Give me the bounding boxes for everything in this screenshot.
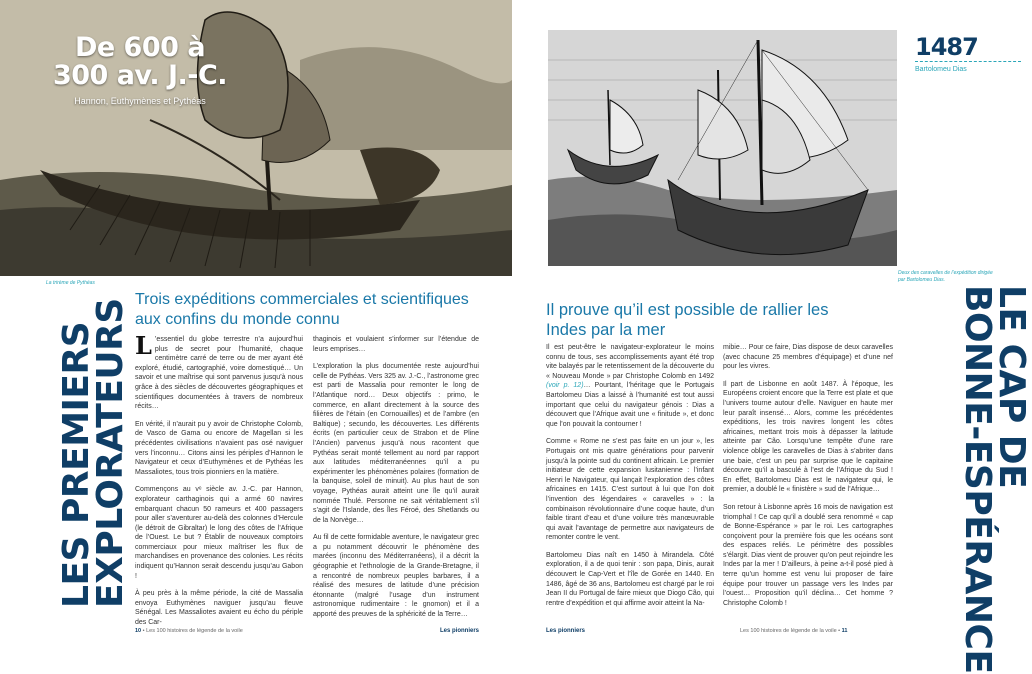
explorer-name: Bartolomeu Dias — [915, 66, 967, 73]
vertical-title — [56, 298, 131, 608]
date-title-line-2: 300 av. J.-C. — [52, 60, 228, 91]
year-divider — [915, 61, 1021, 62]
section-title: Trois expéditions commerciales et scientifiques aux confins du monde connu — [135, 291, 469, 328]
date-title — [40, 34, 240, 90]
paragraph — [546, 343, 714, 429]
paragraph-text: … Pourtant, l’héritage que le Portugais Bartolomeu Dias a laissé à l’humanité est tout aussi important que celui du navigateur génois : Dias a découvert que l’Afrique avait une « finitude », et donc que l’on pouvait la contourner ! — [546, 382, 714, 428]
text-column-3 — [546, 343, 714, 616]
paragraph: À peu près à la même période, la cité de Massalia envoya Euthymènes naviguer jusqu’au fleuve Sénégal. Les Massaliotes avaient eu écho du périple des Car- — [135, 590, 303, 627]
footer-section-label: Les pionniers — [440, 628, 480, 634]
caravels-engraving — [548, 30, 897, 266]
paragraph: Commençons au vᵉ siècle av. J.-C. par Hannon, explorateur carthaginois qui a armé 60 navires embarquant chacun 50 rameurs et 400 passagers pour aller s’aventurer au-delà des colonnes d’Hercule (le détroit de Gibraltar) le long des côtes de l’Afrique de l’Ouest. Le but ? Établir de nouveaux comptoirs commerciaux pour mieux maîtriser les flux de marchandises en provenance des colonies. Les récits indiquent qu’Hannon serait descendu jusqu’au Gabon ! — [135, 486, 303, 580]
vertical-title-line-2: BONNE-ESPÉRANCE — [957, 285, 998, 674]
trireme-illustration — [0, 0, 512, 276]
photo-caption: La trirème de Pythéas — [46, 280, 95, 286]
year-heading: 1487 — [915, 33, 978, 61]
paragraph-text: Il est peut-être le navigateur-explorateur le moins connu de tous, ses accomplissements ayant été trop vite balayés par le retentissement de la découverte du « Nouveau Monde » par Christophe Colomb en 1492 — [546, 344, 714, 380]
paragraph: En vérité, il n’aurait pu y avoir de Christophe Colomb, de Vasco de Gama ou encore de Magellan si les précédentes civilisations n’avaient pas osé naviguer vers l’inconnu… Citons ainsi les périples d’Hannon le Navigateur et ceux d’Euthymènes et de Pythéas les Massaliotes, tous trois pionniers en la matière. — [135, 420, 303, 476]
footer-title: Les 100 histoires de légende de la voile — [146, 628, 243, 634]
paragraph: Au fil de cette formidable aventure, le navigateur grec a pu notamment découvrir le phénomène des marées (inconnu des Méditerranéens), il a décrit la géographie et l’ethnologie de la Grande-Bretagne, il a rencontré de nombreux peuples barbares, il a réalisé des mesures de latitude d’une précision étonnante (malgré l’usage d’un instrument astronomique rudimentaire : le gnomon) et il a apporté des preuves de la sphéricité de la Terre… — [313, 534, 479, 619]
paragraph-text: ’essentiel du globe terrestre n’a aujourd’hui plus de secret pour l’humanité, chaque centimètre carré de terre ou de mer ayant été exploré, étudié, cartographié, voire domestiqué… Un savoir et une maîtrise qui sont parvenus jusqu’à nous grâce à des siècles de découvertes géographiques et scientifiques documentées à travers de nombreux récits… — [135, 336, 303, 411]
paragraph: thaginois et voulaient s’informer sur l’étendue de leurs emprises… — [313, 336, 479, 353]
paragraph: Bartolomeu Dias naît en 1450 à Mirandela. Côté exploration, il a de quoi tenir : son papa, Dinis, aurait découvert le Cap-Vert et l’île de Gorée en 1440. En 1486, âgé de 36 ans, Bartolomeu est chargé par le roi Jean II du Portugal de faire mieux que Diogo Cão, qui rentre d’expédition et qui affirme avoir atteint la Na- — [546, 551, 714, 607]
paragraph — [135, 331, 303, 412]
footer-section-right — [546, 628, 585, 634]
paragraph: Comme « Rome ne s’est pas faite en un jour », les Portugais ont mis quatre générations pour parvenir jusqu’à la pointe sud du continent africain. Le premier initiateur de cette expansion lusitanienne : l’infant Henri le Navigateur, qui lançait l’exploration des côtes africaines en 1415. C’est surtout à lui que l’on doit l’invention des légendaires « caravelles » : la combinaison révolutionnaire d’une coque haute, d’un faible tirant d’eau et d’une voilure très manœuvrable qui avait l’avantage de permettre aux navigateurs de remonter contre le vent. — [546, 438, 714, 542]
footer-left — [135, 628, 243, 634]
footer-separator-icon: • — [838, 628, 842, 634]
paragraph: mibie… Pour ce faire, Dias dispose de deux caravelles (avec chacune 25 membres d’équipage) et d’une nef pour les vivres. — [723, 344, 893, 371]
text-column-2 — [313, 335, 479, 628]
page-reference-link[interactable]: (voir p. 12) — [546, 382, 584, 390]
text-column-4 — [723, 343, 893, 616]
paragraph: L’exploration la plus documentée reste aujourd’hui celle de Pythéas. Vers 325 av. J.-C., l’astronome grec est parti de Massalia pour remonter le long de l’Atlantique nord… Deux objectifs : primo, le commerce, en allant directement à la source des filières de l’étain (en Cornouailles) et de l’ambre (en Baltique) ; secundo, les découvertes. Les différents écrits (en particulier ceux de Strabon et de Pline l’Ancien) parvenus jusqu’à nous racontent que Pythéas serait monté tellement au nord par rapport aux latitudes méditerranéennes qu’il a pu expérimenter les phénomènes polaires (formation de la banquise, soleil de minuit). Au plus haut de son voyage, Pythéas aurait atteint une île qu’il aurait nommée Thulé. Personne ne sait véritablement s’il s’agit de l’Islande, des Îles Féroé, des Shetlands ou de la Norvège… — [313, 363, 480, 524]
date-title-line-1: De 600 à — [74, 32, 206, 63]
vertical-title-line-1: LE CAP DE — [991, 285, 1032, 489]
page-number: 10 — [135, 628, 142, 634]
footer-separator-icon: • — [142, 628, 147, 634]
text-column-1 — [135, 331, 303, 636]
footer-title: Les 100 histoires de légende de la voile — [740, 628, 837, 634]
footer-section-label: Les pionniers — [546, 628, 586, 634]
photo-caption: Deux des caravelles de l’expédition dirigée par Bartolomeu Dias. — [898, 270, 993, 283]
page-number: 11 — [841, 628, 848, 634]
paragraph: Il part de Lisbonne en août 1487. À l’époque, les Européens croient encore que la Terre est plate et que l’univers tourne autour d’elle. Naviguer en haute mer leur paraît insensé… Alors, comme les précédentes expéditions, les trois navires longent les côtes africaines, mettant trois mois à dépasser la latitude atteinte par Cão. Lorsqu’une tempête d’une rare violence oblige les caravelles de Dias à s’abriter dans une baie, c’est un peu par surprise que le capitaine découvre qu’il a basculé à l’est de l’Afrique du Sud ! En effet, Bartolomeu Dias est le navigateur qui, le premier, a doublé le « finistère » sud de l’Afrique… — [723, 380, 893, 494]
footer-section — [440, 628, 479, 634]
vertical-title-line-1: LES PREMIERS — [56, 321, 97, 608]
vertical-title — [957, 285, 1032, 674]
left-page — [0, 0, 512, 652]
date-subtitle: Hannon, Euthymènes et Pythéas — [74, 96, 206, 106]
paragraph: Son retour à Lisbonne après 16 mois de navigation est triomphal ! Ce cap qu’il a doublé sera renommé « cap de Bonne-Espérance » par le roi. Les cartographes conçoivent pour la première fois que les océans sont des espaces reliés. Le périmètre des possibles s’élargit. Dias vient de prouver qu’on peut rejoindre les Indes par la mer ! D’ailleurs, à peine a-t-il posé pied à terre qu’un homme est venu lui proposer de faire équipe pour trouver un passage vers les Indes par l’ouest… Proposition qu’il déclina… Cet homme ? Christophe Colomb ! — [723, 503, 893, 607]
vertical-title-line-2: EXPLORATEURS — [90, 298, 131, 608]
drop-cap: L — [135, 331, 152, 360]
section-title-right: Il prouve qu’il est possible de rallier les Indes par la mer — [546, 301, 829, 339]
footer-right — [740, 628, 847, 634]
